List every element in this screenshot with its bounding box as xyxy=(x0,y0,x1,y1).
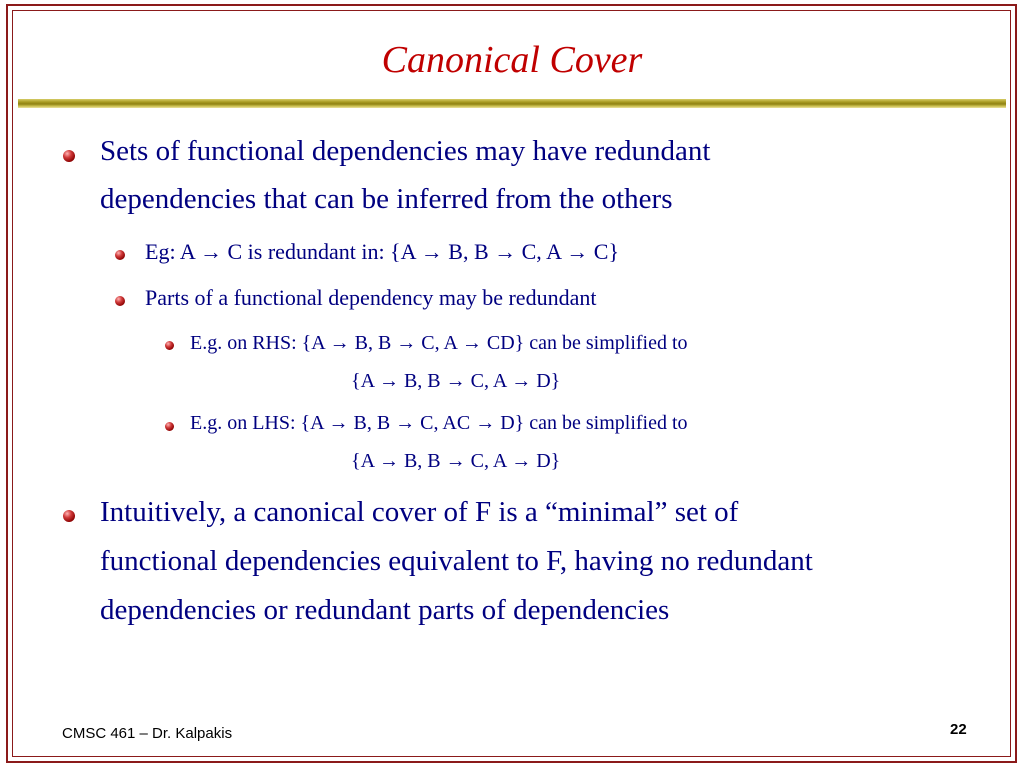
sub-sub-bullet-icon xyxy=(165,422,174,431)
slide-number: 22 xyxy=(950,721,967,738)
lhs-example-line-2: {A → B, B → C, A → D} xyxy=(351,450,561,472)
footer-course: CMSC 461 – Dr. Kalpakis xyxy=(62,725,233,742)
bullet-icon xyxy=(63,150,75,162)
bullet-icon xyxy=(63,510,75,522)
rhs-example-line-2: {A → B, B → C, A → D} xyxy=(351,370,561,392)
sub-bullet-parts: Parts of a functional dependency may be redundant xyxy=(145,285,597,310)
sub-bullet-icon xyxy=(115,250,125,260)
bullet-1-line-2: dependencies that can be inferred from the others xyxy=(100,183,673,215)
rhs-example-line-1: E.g. on RHS: {A → B, B → C, A → CD} can be simplified to xyxy=(190,332,688,354)
bullet-2-line-3: dependencies or redundant parts of dependencies xyxy=(100,594,670,626)
lhs-example-line-1: E.g. on LHS: {A → B, B → C, AC → D} can be simplified to xyxy=(190,412,688,434)
bullet-2-line-2: functional dependencies equivalent to F, having no redundant xyxy=(100,545,813,577)
slide-title: Canonical Cover xyxy=(381,39,643,81)
sub-sub-bullet-icon xyxy=(165,341,174,350)
bullet-1-line-1: Sets of functional dependencies may have redundant xyxy=(100,135,711,167)
sub-bullet-icon xyxy=(115,296,125,306)
sub-bullet-example: Eg: A → C is redundant in: {A → B, B → C, A → C} xyxy=(145,239,619,264)
title-divider xyxy=(18,99,1006,108)
bullet-2-line-1: Intuitively, a canonical cover of F is a “minimal” set of xyxy=(100,496,739,528)
